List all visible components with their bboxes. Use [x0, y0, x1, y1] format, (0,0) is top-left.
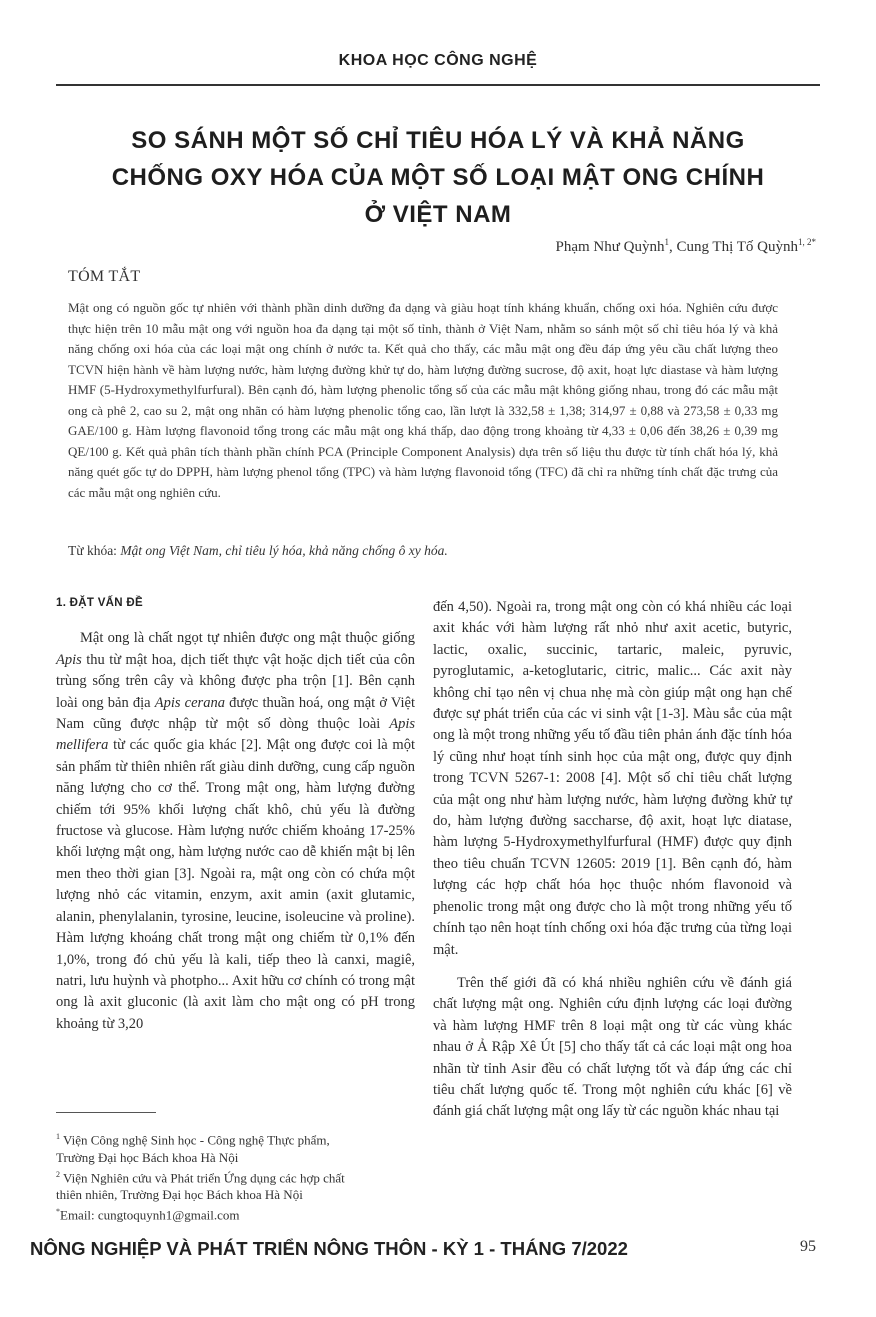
article-title [40, 122, 836, 233]
text-run: được thuần hoá, ong mật ở Việt Nam cũng được nhập từ một số dòng thuộc loài [56, 694, 415, 733]
header-divider [56, 84, 820, 86]
page-number: 95 [800, 1238, 816, 1255]
footnote-marker: 1 [56, 1132, 60, 1141]
body-paragraph: Trên thế giới đã có khá nhiều nghiên cứu về đánh giá chất lượng mật ong. Nghiên cứu định lượng các loại đường và hàm lượng HMF trên 8 loại mật ong từ các vùng khác nhau ở Ả Rập Xê Út [5] cho thấy tất cả các loại mật ong hoa nhãn từ tỉnh Asir đều có chất lượng tốt và đáp ứng các chỉ tiêu chất lượng quốc tế. Trong một nghiên cứu khác [6] về đánh giá chất lượng mật ong lấy từ các nguồn khác nhau tại [433, 974, 792, 1120]
title-line-1: SO SÁNH MỘT SỐ CHỈ TIÊU HÓA LÝ VÀ KHẢ NĂNG [131, 127, 745, 154]
footnote-marker: * [56, 1207, 60, 1217]
species-name: Apis [56, 651, 82, 668]
footnote-1 [56, 1128, 416, 1166]
author-separator: , [668, 239, 677, 255]
species-name: Apis cerana [154, 694, 225, 711]
abstract-heading: TÓM TẮT [68, 268, 141, 285]
body-paragraph: đến 4,50). Ngoài ra, trong mật ong còn có khá nhiều các loại axit khác với hàm lượng rất nhỏ như axit acetic, butyric, lactic, oxalic, succinic, tartaric, maleic, pyruvic, pyroglutamic, a-ketoglutaric, citric, malic... Các axit này không chỉ tạo nên vị chua nhẹ mà còn giúp mật ong hạn chế được sự phát triển của các vi sinh vật [1-3]. Màu sắc của mật ong là một trong những yếu tố đầu tiên phản ánh đặc tính hóa lý cũng như hoạt tính sinh học của mật ong, được quy định trong TCVN 5267-1: 2008 [4]. Một số chỉ tiêu chất lượng của mật ong như hàm lượng nước, hàm lượng đường khử tự do, hàm lượng đường saccharse, độ axit, hoạt lực diatase, hàm lượng 5-Hydroxymethylfurfural (HMF) được quy định theo tiêu chuẩn TCVN 12605: 2019 [1]. Bên cạnh đó, hàm lượng các hợp chất hóa học thuộc nhóm flavonoid và phenolic trong mật ong được cho là một trong những yếu tố chính tạo nên hoạt tính chống oxi hóa đặc trưng của từng loại mật. [433, 599, 792, 958]
text-run: từ các quốc gia khác [2]. Mật ong được coi là một sản phẩm từ thiên nhiên rất giàu dinh dưỡng, cung cấp nguồn năng lượng cho cơ thể. Trong mật ong, hàm lượng đường chiếm tới 95% khối lượng chất khô, chủ yếu là đường fructose và glucose. Hàm lượng nước chiếm khoảng 17-25% khối lượng mật ong, hàm lượng nước cao dễ khiến mật bị lên men theo thời gian [3]. Ngoài ra, mật ong còn có chứa một lượng nhỏ các vitamin, enzym, axit amin (axit glutamic, alanin, phenylalanin, tyrosine, leucine, isoleucine và proline). Hàm lượng khoáng chất trong mật ong chiếm từ 0,1% đến 1,0%, trong đó chủ yếu là kali, tiếp theo là canxi, magiê, natri, lưu huỳnh và photpho... Axit hữu cơ chính có trong mật ong là axit gluconic (là axit làm cho mật ong có pH trong khoảng từ 3,20 [56, 737, 415, 1032]
keywords [68, 543, 778, 559]
text-run: Mật ong là chất ngọt tự nhiên được ong mật thuộc giống [80, 630, 415, 647]
author-2: Cung Thị Tố Quỳnh [676, 239, 798, 255]
journal-footer: NÔNG NGHIỆP VÀ PHÁT TRIỂN NÔNG THÔN - KỲ 1 - THÁNG 7/2022 [30, 1238, 628, 1259]
title-line-2: CHỐNG OXY HÓA CỦA MỘT SỐ LOẠI MẬT ONG CHÍNH [111, 164, 765, 191]
keywords-label: Từ khóa: [68, 543, 121, 558]
author-1: Phạm Như Quỳnh [555, 239, 665, 255]
keywords-text: Mật ong Việt Nam, chỉ tiêu lý hóa, khả năng chống ô xy hóa. [120, 543, 448, 558]
footnote-text: thiên nhiên, Trường Đại học Bách khoa Hà Nội [56, 1187, 303, 1203]
title-line-3: Ở VIỆT NAM [364, 201, 512, 228]
section-heading: 1. ĐẶT VẤN ĐỀ [56, 597, 143, 609]
footnote-text: Viện Nghiên cứu và Phát triển Ứng dụng các hợp chất [60, 1170, 345, 1186]
body-paragraph [56, 628, 415, 1035]
authors [555, 237, 816, 256]
footnote-marker: 2 [56, 1169, 60, 1179]
body-column-left [56, 593, 415, 1035]
footnote-3 [56, 1203, 416, 1224]
text-run: thu từ mật hoa, dịch tiết thực vật hoặc dịch tiết của côn trùng sống trên cây và không được pha trộn [1]. Bên cạnh loài ong bản địa [56, 651, 415, 711]
author-1-affiliation: 1 [664, 237, 669, 247]
species-name: Apis mellifera [56, 716, 415, 754]
footnote-text: Trường Đại học Bách khoa Hà Nội [56, 1149, 239, 1165]
footnotes [56, 1128, 416, 1224]
footnote-divider [56, 1112, 156, 1113]
section-header: KHOA HỌC CÔNG NGHỆ [338, 52, 538, 69]
abstract-text: Mật ong có nguồn gốc tự nhiên với thành phần dinh dưỡng đa dạng và giàu hoạt tính kháng khuẩn, chống oxi hóa. Nghiên cứu được thực hiện trên 10 mẫu mật ong với nguồn hoa đa dạng tại một số tỉnh, thành ở Việt Nam, nhằm so sánh một số chỉ tiêu hóa lý và khả năng chống oxi hóa của các loại mật ong chính ở nước ta. Kết quả cho thấy, các mẫu mật ong đều đáp ứng yêu cầu chất lượng theo TCVN hiện hành về hàm lượng nước, hàm lượng đường khử tự do, hàm lượng đường sucrose, độ axit, hoạt lực diastase và hàm lượng HMF (5-Hydroxymethylfurfural). Bên cạnh đó, hàm lượng phenolic tổng số của các mẫu mật không giống nhau, trong đó các mẫu mật ong cà phê 2, cao su 2, mật ong nhãn có hàm lượng phenolic tổng cao, lần lượt là 332,58 ± 1,38; 314,97 ± 0,88 và 273,58 ± 0,33 mg GAE/100 g. Hàm lượng flavonoid tổng trong các mẫu mật ong khá thấp, dao động trong khoảng từ 4,33 ± 0,06 đến 38,26 ± 0,39 mg QE/100 g. Kết quả phân tích thành phần chính PCA (Principle Component Analysis) dựa trên số liệu thu được từ tính chất hóa lý, khả năng quét gốc tự do DPPH, hàm lượng phenol tổng (TPC) và hàm lượng flavonoid tổng (TFC) đã chỉ ra những tính chất đặc trưng của các mẫu mật ong nghiên cứu. [68, 300, 778, 500]
footnote-2 [56, 1166, 416, 1204]
footnote-email: Email: cungtoquynh1@gmail.com [60, 1207, 240, 1223]
body-column-right [433, 597, 792, 1123]
author-2-affiliation: 1, 2* [798, 237, 816, 247]
footnote-text: Viện Công nghệ Sinh học - Công nghệ Thực phẩm, [60, 1132, 330, 1148]
